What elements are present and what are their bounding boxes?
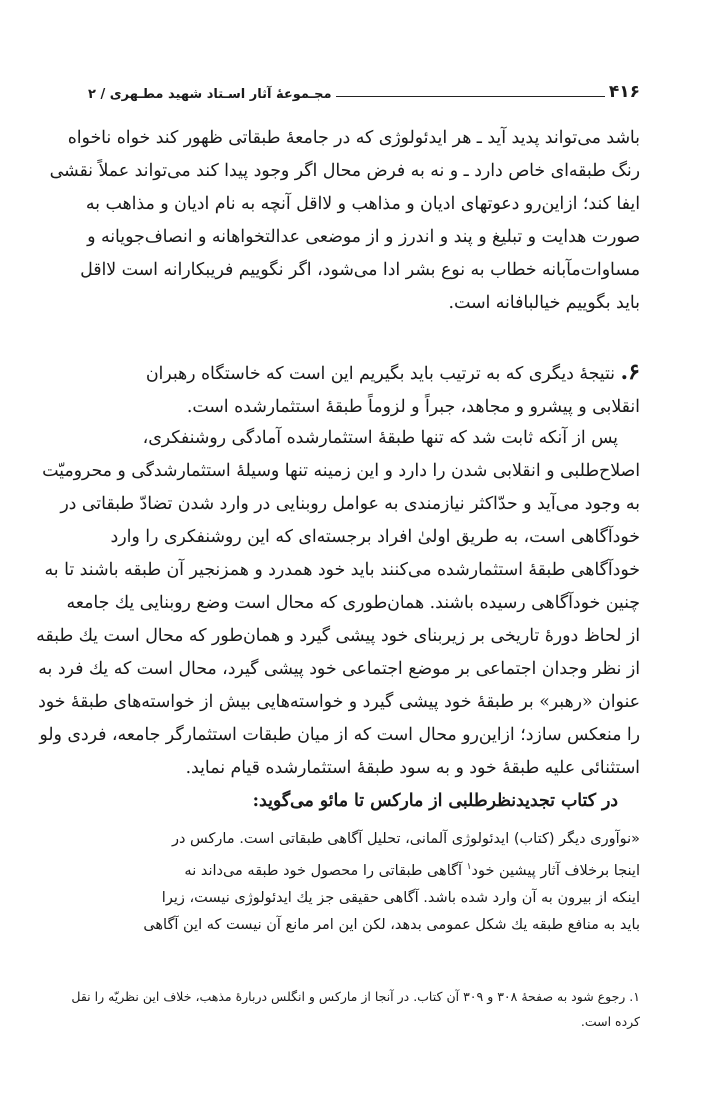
text-line: باید بگوییم خیالبافانه است. — [448, 293, 640, 313]
running-title: مجـموعهٔ آثار اسـتاد شهید مطـهری / ۲ — [88, 87, 332, 102]
text-line: مساوات‌مآبانه خطاب به نوع بشر ادا می‌شود، اگر نگوییم فریبکارانه است لااقل — [80, 260, 640, 280]
text-line: پس از آنکه ثابت شد که تنها طبقهٔ استثمارشده آمادگی روشنفکری، — [142, 428, 618, 448]
text-line: چنین خودآگاهی رسیده باشند. همان‌طوری که محال است وضع روبنایی یك جامعه — [66, 593, 640, 613]
quote-line: «نوآوری دیگر (کتاب) ایدئولوژی آلمانی، تحلیل آگاهی طبقاتی است. مارکس در — [171, 831, 640, 847]
text-line: خودآگاهی طبقهٔ استثمارشده می‌کنند باید خود همدرد و همزنجیر آن طبقه باشند تا به — [44, 560, 640, 580]
text-line: از لحاظ دورهٔ تاریخی بر زیربنای خود پیشی گیرد و همان‌طور که محال است یك طبقه — [36, 626, 640, 646]
paragraph-1 — [49, 122, 640, 320]
text-line: انقلابی و پیشرو و مجاهد، جبراً و لزوماً طبقهٔ استثمارشده است. — [186, 397, 640, 417]
paragraph-3 — [36, 422, 640, 818]
footnote-reference[interactable]: ۱ — [466, 861, 472, 872]
quote-line: اینکه از بیرون به آن وارد شده باشد. آگاهی حقیقی جز یك ایدئولوژی نیست، زیرا — [161, 889, 640, 906]
quote-line: باید به منافع طبقه یك شکل عمومی بدهد، لکن این امر مانع آن نیست که این آگاهی — [143, 917, 640, 934]
text-line — [88, 356, 640, 391]
footnote — [71, 984, 640, 1034]
text-line: به وجود می‌آید و حدّاکثر نیازمندی به عوامل روبنایی در وارد شدن تضادّ طبقاتی در — [60, 494, 640, 514]
footnote-line: ۱. رجوع شود به صفحهٔ ۳۰۸ و ۳۰۹ آن کتاب. در آنجا از مارکس و انگلس دربارهٔ مذهب، خلاف این نظریّه را نقل — [71, 989, 640, 1004]
section-number: ۶. — [620, 359, 640, 385]
text-line: عنوان «رهبر» بر طبقهٔ خود پیشی گیرد و خواسته‌هایی بیش از خواسته‌های طبقهٔ خود — [38, 692, 640, 712]
text-line: ایفا کند؛ ازاین‌رو دعوتهای ادیان و مذاهب و لااقل آنچه به نام ادیان و مذاهب به — [85, 194, 640, 214]
text-line: صورت هدایت و تبلیغ و پند و اندرز و از موضعی عدالتخواهانه و انصاف‌جویانه و — [87, 227, 640, 247]
section-heading-text: نتیجهٔ دیگری که به ترتیب باید بگیریم این است که خاستگاه رهبران — [145, 364, 615, 384]
text-line: رنگ طبقه‌ای خاص دارد ـ و نه به فرض محال اگر وجود پیدا کند می‌تواند عملاً نقشی — [49, 161, 640, 181]
quote-line: اینجا برخلاف آثار پیشین خود$^۱$ آگاهی طبقاتی را محصول خود طبقه می‌داند نه — [184, 861, 640, 879]
text-line: را منعکس سازد؛ ازاین‌رو محال است که از میان طبقات استثمارگر جامعه، فردی ولو — [39, 725, 640, 745]
text-line: اصلاح‌طلبی و انقلابی شدن را دارد و این زمینه تنها وسیلهٔ استثمارشدگی و محرومیّت — [42, 461, 640, 481]
page-number: ۴۱۶ — [608, 82, 640, 102]
text-line: خودآگاهی است، به طریق اولیٰ افراد برجسته‌ای که این روشنفکری را وارد — [110, 527, 640, 547]
block-quote — [88, 826, 640, 940]
text-line: باشد می‌تواند پدید آید ـ هر ایدئولوژی که در جامعهٔ طبقاتی ظهور کند خواه ناخواه — [67, 128, 640, 148]
text-line: استثنائی علیه طبقهٔ خود و به سود طبقهٔ استثمارشده قیام نماید. — [185, 758, 640, 778]
text-line: از نظر وجدان اجتماعی بر موضع اجتماعی خود پیشی گیرد، محال است که یك فرد به — [38, 659, 640, 679]
header-rule — [336, 96, 605, 97]
page-header — [88, 72, 640, 102]
footnote-line: کرده است. — [580, 1014, 640, 1029]
lead-in-line: در کتاب تجدیدنظرطلبی از مارکس تا مائو می‌گوید: — [252, 791, 618, 811]
section-6 — [88, 356, 640, 424]
